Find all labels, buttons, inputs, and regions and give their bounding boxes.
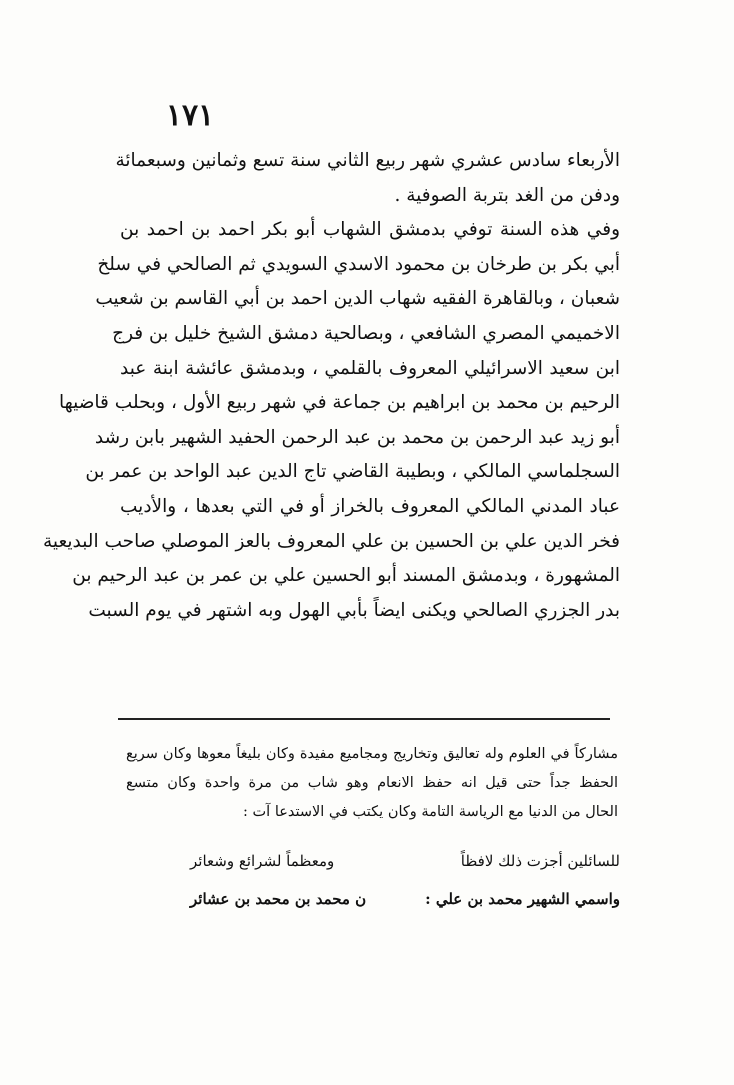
verse-first-hemistich: للسائلين أجزت ذلك لافظاً [460, 852, 620, 870]
body-line: الاخميمي المصري الشافعي ، وبصالحية دمشق الشيخ خليل بن فرج [112, 322, 620, 344]
body-line: أبو زيد عبد الرحمن بن محمد بن عبد الرحمن الحفيد الشهير بابن رشد [94, 426, 620, 448]
verse-first-hemistich: واسمي الشهير محمد بن علي : [425, 890, 620, 908]
body-line: الأربعاء سادس عشري شهر ربيع الثاني سنة تسع وثمانين وسبعمائة [115, 150, 620, 171]
verse-line [190, 886, 620, 912]
page-number: ١٧١ [165, 98, 215, 133]
footnote-line: الحال من الدنيا مع الرياسة التامة وكان يكتب في الاستدعا آت : [243, 804, 618, 820]
body-line: شعبان ، وبالقاهرة الفقيه شهاب الدين احمد بن أبي القاسم بن شعيب [95, 288, 620, 310]
body-line: فخر الدين علي بن الحسين بن علي المعروف بالعز الموصلي صاحب البديعية [42, 530, 620, 552]
footnote-line: الحفظ جداً حتى قيل انه حفظ الانعام وهو شاب من مرة واحدة وكان متسع [126, 775, 618, 791]
body-line: وفي هذه السنة توفي بدمشق الشهاب أبو بكر احمد بن احمد بن [120, 219, 620, 241]
verse-line [190, 848, 620, 874]
body-line: السجلماسي المالكي ، وبطيبة القاضي تاج الدين عبد الواحد بن عمر بن [85, 461, 620, 483]
body-text [42, 144, 620, 628]
body-line: عباد المدني المالكي المعروف بالخراز أو في التي بعدها ، والأديب [120, 495, 620, 517]
body-line: بدر الجزري الصالحي ويكنى ايضاً بأبي الهول وبه اشتهر في يوم السبت [88, 599, 620, 621]
body-line: الرحيم بن محمد بن ابراهيم بن جماعة في شهر ربيع الأول ، وبحلب قاضيها [58, 392, 620, 414]
verse-second-hemistich: ومعظماً لشرائع وشعائر [190, 852, 335, 870]
body-line: ودفن من الغد بتربة الصوفية . [394, 184, 620, 206]
verse-second-hemistich: ن محمد بن محمد بن عشائر [190, 890, 367, 908]
footnote [126, 740, 618, 827]
body-line: ابن سعيد الاسرائيلي المعروف بالقلمي ، وبدمشق عائشة ابنة عبد [120, 357, 620, 379]
body-line: المشهورة ، وبدمشق المسند أبو الحسين علي بن عمر بن عبد الرحيم بن [72, 565, 620, 587]
body-line: أبي بكر بن طرخان بن محمود الاسدي السويدي ثم الصالحي في سلخ [97, 253, 620, 275]
footnote-divider [118, 718, 610, 720]
footnote-line: مشاركاً في العلوم وله تعاليق وتخاريج ومجاميع مفيدة وكان بليغاً معوها وكان سريع [126, 746, 618, 762]
